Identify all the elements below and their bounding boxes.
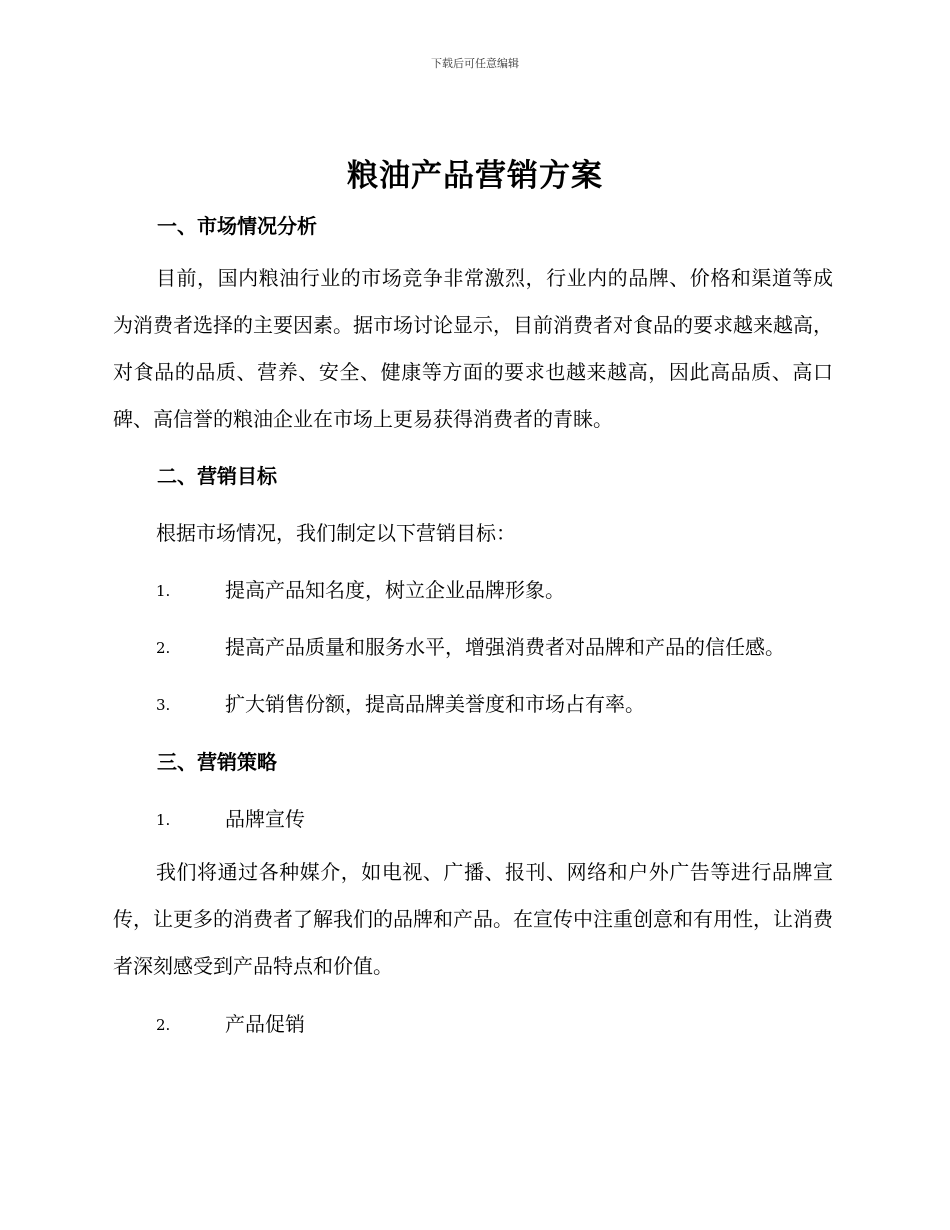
section-heading-market-analysis: 一、市场情况分析 — [157, 214, 317, 238]
list-item-text: 提高产品知名度，树立企业品牌形象。 — [225, 578, 565, 602]
list-item-number: 1. — [156, 811, 171, 829]
list-item-number: 2. — [156, 639, 171, 657]
header-note: 下载后可任意编辑 — [431, 57, 519, 70]
document-title: 粮油产品营销方案 — [347, 158, 603, 194]
section-heading-marketing-goals: 二、营销目标 — [157, 464, 277, 488]
list-item-text: 扩大销售份额，提高品牌美誉度和市场占有率。 — [225, 692, 645, 716]
list-item — [156, 1008, 305, 1037]
list-item-text: 产品促销 — [225, 1012, 305, 1036]
paragraph-brand-promotion: 我们将通过各种媒介，如电视、广播、报刊、网络和户外广告等进行品牌宣传，让更多的消费者了解我们的品牌和产品。在宣传中注重创意和有用性，让消费者深刻感受到产品特点和价值。 — [113, 860, 833, 978]
list-item — [156, 574, 565, 603]
list-item-text: 品牌宣传 — [225, 807, 305, 831]
section-heading-marketing-strategy: 三、营销策略 — [157, 750, 277, 774]
list-item — [156, 688, 645, 717]
list-item-text: 提高产品质量和服务水平，增强消费者对品牌和产品的信任感。 — [225, 635, 785, 659]
list-item-number: 2. — [156, 1016, 171, 1034]
list-item — [156, 803, 305, 832]
paragraph-market-analysis: 目前，国内粮油行业的市场竞争非常激烈，行业内的品牌、价格和渠道等成为消费者选择的主要因素。据市场讨论显示，目前消费者对食品的要求越来越高，对食品的品质、营养、安全、健康等方面的要求也越来越高，因此高品质、高口碑、高信誉的粮油企业在市场上更易获得消费者的青睐。 — [113, 266, 833, 431]
list-item — [156, 631, 785, 660]
goals-intro-text: 根据市场情况，我们制定以下营销目标： — [156, 521, 516, 545]
list-item-number: 1. — [156, 582, 171, 600]
list-item-number: 3. — [156, 696, 171, 714]
